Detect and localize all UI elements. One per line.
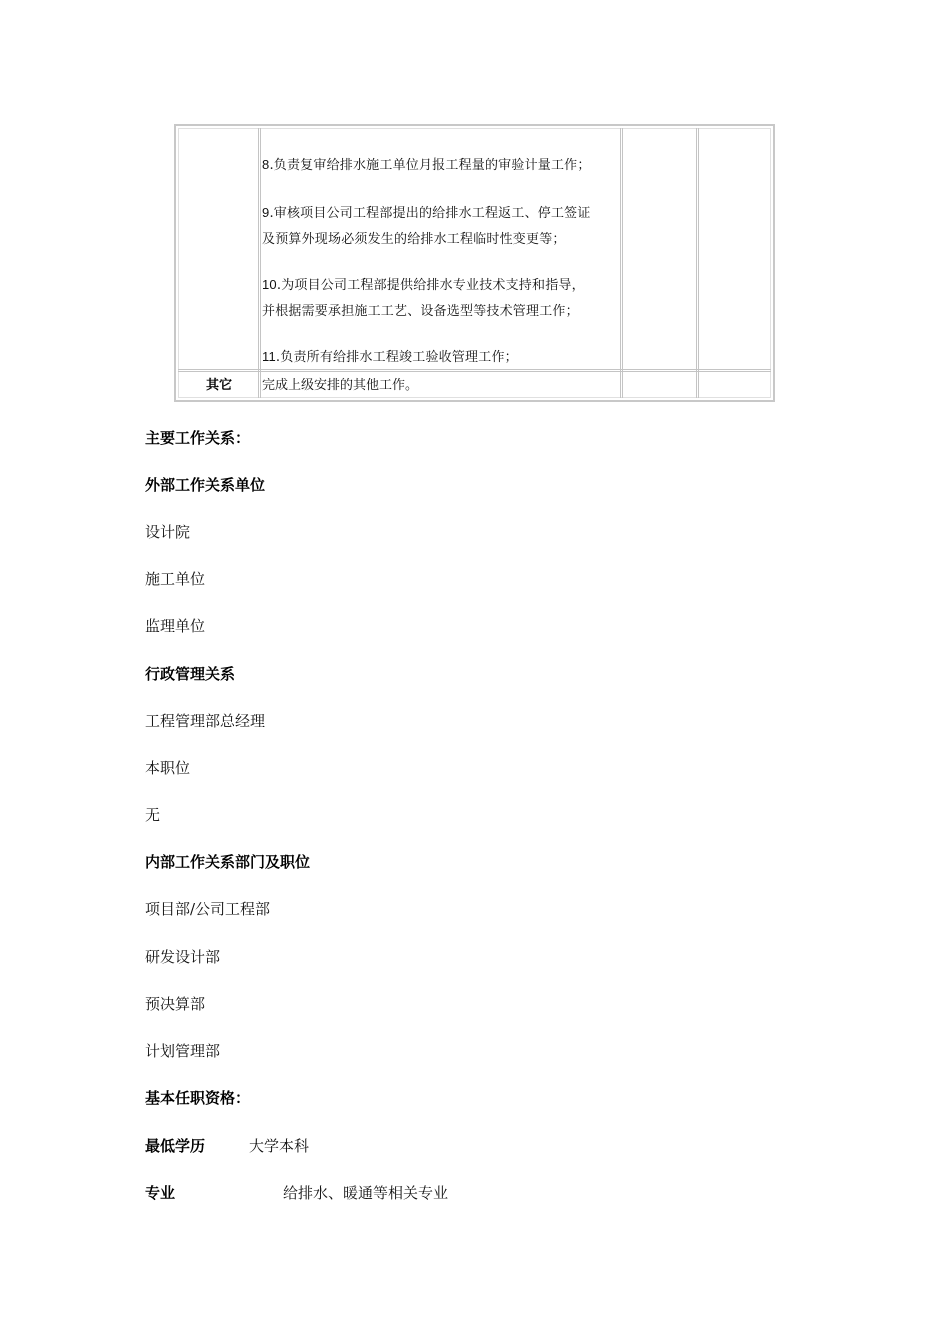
major-label: 专业 — [145, 1184, 176, 1202]
main-relations-title: 主要工作关系： — [145, 429, 251, 447]
external-item-1: 设计院 — [145, 523, 191, 541]
external-item-3: 监理单位 — [145, 617, 206, 635]
duty-item-10: 10.为项目公司工程部提供给排水专业技术支持和指导， 并根据需要承担施工工艺、设备选型等技术管理工作； — [262, 277, 585, 319]
other-row-label: 其它 — [205, 378, 232, 393]
education-label: 最低学历 — [145, 1137, 206, 1155]
external-item-2: 施工单位 — [145, 570, 206, 588]
duty-item-9: 9.审核项目公司工程部提出的给排水工程返工、停工签证 及预算外现场必须发生的给排水工程临时性变更等； — [262, 205, 591, 247]
column-divider — [696, 128, 699, 398]
internal-item-4: 计划管理部 — [145, 1042, 221, 1060]
admin-item-2: 本职位 — [145, 759, 191, 777]
column-divider — [258, 128, 261, 398]
internal-relations-heading: 内部工作关系部门及职位 — [145, 853, 311, 871]
education-value: 大学本科 — [249, 1137, 310, 1155]
internal-item-2: 研发设计部 — [145, 948, 221, 966]
internal-item-3: 预决算部 — [145, 995, 206, 1013]
admin-item-3: 无 — [145, 806, 161, 824]
admin-relations-heading: 行政管理关系 — [145, 665, 236, 683]
duty-table — [174, 124, 775, 402]
other-row-text: 完成上级安排的其他工作。 — [262, 378, 419, 393]
external-relations-heading: 外部工作关系单位 — [145, 476, 266, 494]
major-value: 给排水、暖通等相关专业 — [283, 1184, 449, 1202]
duty-item-11: 11.负责所有给排水工程竣工验收管理工作； — [262, 349, 518, 365]
qualifications-title: 基本任职资格： — [145, 1089, 251, 1107]
admin-item-1: 工程管理部总经理 — [145, 712, 266, 730]
duty-item-8: 8.负责复审给排水施工单位月报工程量的审验计量工作； — [262, 157, 591, 173]
internal-item-1: 项目部/公司工程部 — [145, 900, 271, 918]
